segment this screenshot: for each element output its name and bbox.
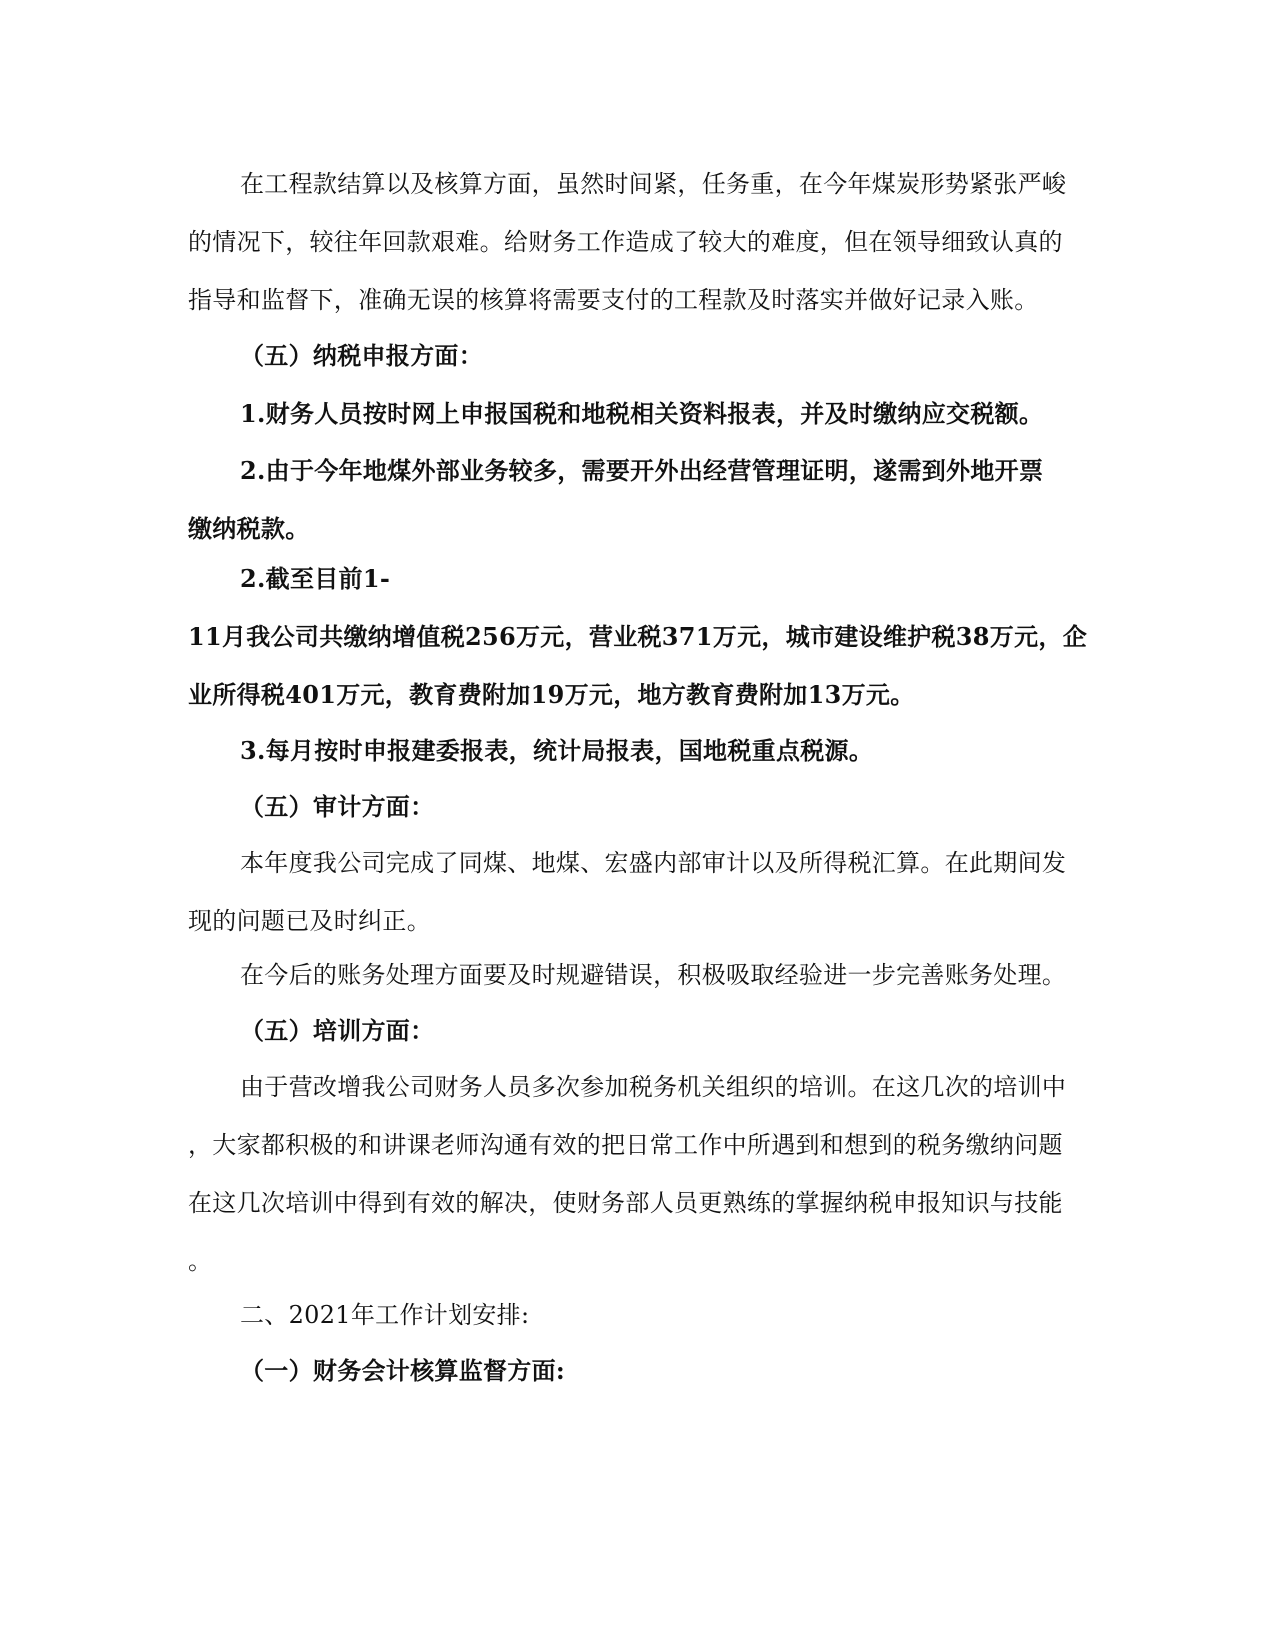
paragraph-training [188, 1058, 1088, 1290]
text-line: 由于营改增我公司财务人员多次参加税务机关组织的培训。在这几次的培训中 [240, 1073, 1067, 1101]
paragraph-project-settlement [188, 155, 1088, 329]
text-line: 本年度我公司完成了同煤、地煤、宏盛内部审计以及所得税汇算。在此期间发 [240, 849, 1067, 877]
section-2-title: 二、2021年工作计划安排: [240, 1301, 530, 1329]
text-line: 缴纳税款。 [188, 514, 310, 543]
text-line: 指导和监督下，准确无误的核算将需要支付的工程款及时落实并做好记录入账。 [188, 286, 1039, 314]
tax-item-4: 3.每月按时申报建委报表，统计局报表，国地税重点税源。 [240, 736, 874, 765]
heading-audit: （五）审计方面： [240, 792, 435, 821]
text-line: 2.截至目前1- [240, 564, 391, 593]
heading-tax-declaration: （五）纳税申报方面： [240, 341, 483, 370]
paragraph-audit-followup: 在今后的账务处理方面要及时规避错误，积极吸取经验进一步完善账务处理。 [240, 961, 1067, 989]
tax-item-1: 1.财务人员按时网上申报国税和地税相关资料报表，并及时缴纳应交税额。 [240, 399, 1044, 428]
text-line: 2.由于今年地煤外部业务较多，需要开外出经营管理证明，遂需到外地开票 [240, 456, 1044, 485]
text-line: 的情况下，较往年回款艰难。给财务工作造成了较大的难度，但在领导细致认真的 [188, 228, 1063, 256]
text-line: 在这几次培训中得到有效的解决，使财务部人员更熟练的掌握纳税申报知识与技能 [188, 1189, 1063, 1217]
text-line: 业所得税401万元，教育费附加19万元，地方教育费附加13万元。 [188, 680, 915, 709]
heading-training: （五）培训方面： [240, 1016, 435, 1045]
text-line: 在工程款结算以及核算方面，虽然时间紧，任务重，在今年煤炭形势紧张严峻 [240, 170, 1067, 198]
tax-item-2 [188, 442, 1088, 558]
text-line: 现的问题已及时纠正。 [188, 907, 431, 935]
text-line: 11月我公司共缴纳增值税256万元，营业税371万元，城市建设维护税38万元，企 [188, 622, 1087, 651]
tax-item-3 [188, 550, 1088, 724]
heading-accounting-supervision: （一）财务会计核算监督方面: [240, 1356, 566, 1385]
text-line: ，大家都积极的和讲课老师沟通有效的把日常工作中所遇到和想到的税务缴纳问题 [188, 1131, 1063, 1159]
text-line: 。 [188, 1247, 213, 1275]
paragraph-audit [188, 834, 1088, 950]
